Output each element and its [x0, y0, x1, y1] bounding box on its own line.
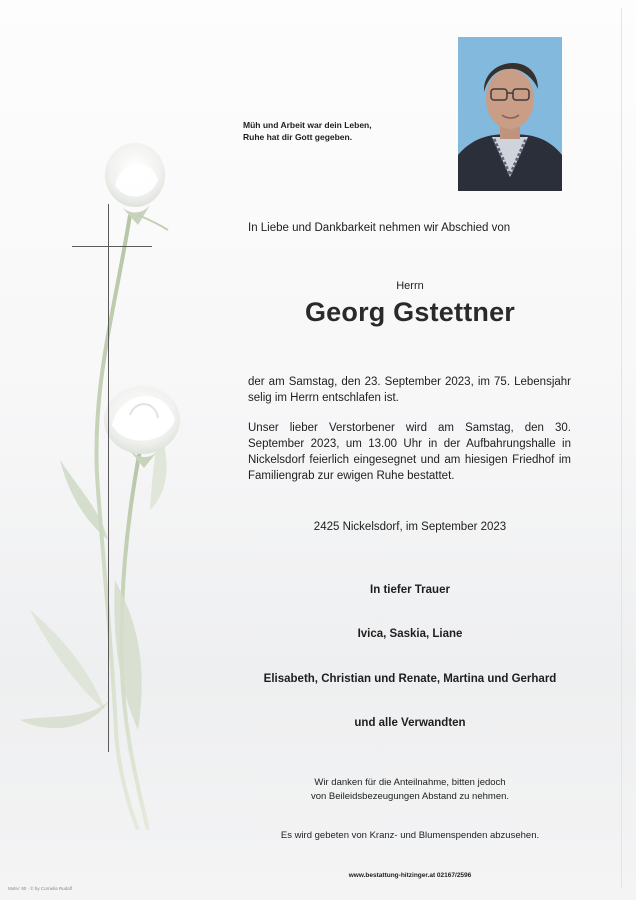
flowers-note: Es wird gebeten von Kranz- und Blumenspenden abzusehen.: [280, 830, 540, 841]
white-rose-decoration: [20, 130, 220, 830]
motto-verse: [243, 119, 443, 143]
motto-line: Müh und Arbeit war dein Leben,: [243, 120, 372, 130]
card-edge: [621, 8, 622, 888]
thanks-line: von Beileidsbezeugungen Abstand zu nehmen.: [310, 791, 510, 802]
cross-vertical: [108, 204, 109, 752]
funeral-details-paragraph: Unser lieber Verstorbener wird am Samstag, den 30. September 2023, um 13.00 Uhr in der Aufbahrungshalle in Nickelsdorf feierlich eingesegnet und am hiesigen Friedhof im Familiengrab zur ewigen Ruhe bestattet.: [248, 422, 571, 482]
thanks-note: [250, 776, 570, 804]
cross-horizontal: [72, 246, 152, 247]
motto-line: Ruhe hat dir Gott gegeben.: [243, 132, 353, 142]
deceased-name: Georg Gstettner: [304, 297, 516, 327]
thanks-line: Wir danken für die Anteilnahme, bitten jedoch: [314, 777, 506, 788]
portrait-photo: [458, 37, 562, 191]
image-credit: Motiv: 90 · © by Cornelia Rudolf: [8, 886, 72, 891]
mourners-line: Elisabeth, Christian und Renate, Martina und Gerhard: [263, 673, 557, 685]
place-date: 2425 Nickelsdorf, im September 2023: [313, 521, 507, 533]
death-notice-paragraph: der am Samstag, den 23. September 2023, im 75. Lebensjahr selig im Herrn entschlafen ist.: [248, 376, 571, 404]
mourners-line: und alle Verwandten: [354, 717, 466, 729]
salutation: Herrn: [396, 280, 424, 292]
mourners-heading: In tiefer Trauer: [370, 584, 450, 596]
mourners-line: Ivica, Saskia, Liane: [357, 628, 463, 640]
footer-url: www.bestattung-hitzinger.at 02167/2596: [348, 872, 472, 879]
farewell-intro: In Liebe und Dankbarkeit nehmen wir Abschied von: [248, 222, 511, 234]
